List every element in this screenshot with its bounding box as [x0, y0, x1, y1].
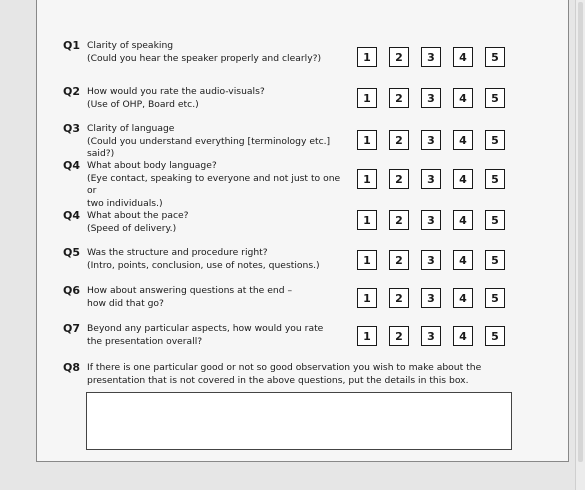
rating-box-4[interactable]: 4	[453, 326, 473, 346]
question-line: presentation that is not covered in the above questions, put the details in this box.	[87, 374, 469, 386]
question-text	[87, 160, 349, 210]
feedback-form-page	[36, 0, 569, 462]
rating-box-3[interactable]: 3	[421, 130, 441, 150]
question-number: Q8	[63, 361, 81, 374]
question-number: Q4	[63, 209, 81, 222]
rating-box-2[interactable]: 2	[389, 88, 409, 108]
question-number: Q3	[63, 122, 81, 135]
question-line: How about answering questions at the end –	[87, 285, 293, 296]
rating-box-1[interactable]: 1	[357, 288, 377, 308]
question-number: Q7	[63, 322, 81, 335]
rating-box-1[interactable]: 1	[357, 250, 377, 270]
question-line: the presentation overall?	[87, 335, 203, 347]
question-line: Clarity of language	[87, 123, 175, 134]
scrollbar-thumb[interactable]	[578, 2, 583, 462]
rating-scale	[357, 130, 505, 150]
question-line: (Could you hear the speaker properly and clearly?)	[87, 52, 322, 64]
rating-box-3[interactable]: 3	[421, 326, 441, 346]
question-line: How would you rate the audio-visuals?	[87, 86, 265, 97]
question-text	[87, 123, 349, 161]
question-number: Q2	[63, 85, 81, 98]
question-line: (Could you understand everything [terminology etc.] said?)	[87, 135, 331, 159]
question-number: Q5	[63, 246, 81, 259]
rating-box-5[interactable]: 5	[485, 130, 505, 150]
rating-box-2[interactable]: 2	[389, 130, 409, 150]
rating-box-3[interactable]: 3	[421, 88, 441, 108]
rating-box-5[interactable]: 5	[485, 47, 505, 67]
rating-box-4[interactable]: 4	[453, 47, 473, 67]
rating-box-4[interactable]: 4	[453, 250, 473, 270]
question-line: Clarity of speaking	[87, 40, 174, 51]
rating-scale	[357, 288, 505, 308]
rating-box-3[interactable]: 3	[421, 250, 441, 270]
question-text	[87, 323, 349, 348]
question-line: What about body language?	[87, 160, 217, 171]
rating-box-3[interactable]: 3	[421, 288, 441, 308]
question-number: Q6	[63, 284, 81, 297]
question-text	[87, 285, 349, 310]
rating-scale	[357, 326, 505, 346]
rating-scale	[357, 88, 505, 108]
rating-box-2[interactable]: 2	[389, 250, 409, 270]
rating-box-2[interactable]: 2	[389, 210, 409, 230]
rating-box-5[interactable]: 5	[485, 326, 505, 346]
rating-scale	[357, 210, 505, 230]
rating-box-5[interactable]: 5	[485, 169, 505, 189]
rating-box-5[interactable]: 5	[485, 210, 505, 230]
rating-box-1[interactable]: 1	[357, 210, 377, 230]
question-text	[87, 362, 527, 387]
rating-box-4[interactable]: 4	[453, 210, 473, 230]
rating-box-3[interactable]: 3	[421, 47, 441, 67]
rating-box-1[interactable]: 1	[357, 47, 377, 67]
vertical-scrollbar[interactable]	[575, 0, 585, 490]
question-line: (Speed of delivery.)	[87, 222, 177, 234]
question-line: If there is one particular good or not so good observation you wish to make about the	[87, 362, 482, 373]
question-text	[87, 40, 349, 65]
rating-box-1[interactable]: 1	[357, 130, 377, 150]
question-line: how did that go?	[87, 297, 164, 309]
rating-box-5[interactable]: 5	[485, 288, 505, 308]
question-line: two individuals.)	[87, 197, 163, 209]
rating-box-2[interactable]: 2	[389, 288, 409, 308]
question-text	[87, 247, 349, 272]
rating-box-4[interactable]: 4	[453, 288, 473, 308]
rating-box-5[interactable]: 5	[485, 88, 505, 108]
rating-box-2[interactable]: 2	[389, 169, 409, 189]
rating-box-1[interactable]: 1	[357, 88, 377, 108]
question-number: Q4	[63, 159, 81, 172]
rating-scale	[357, 169, 505, 189]
question-line: What about the pace?	[87, 210, 189, 221]
rating-box-2[interactable]: 2	[389, 47, 409, 67]
rating-box-2[interactable]: 2	[389, 326, 409, 346]
question-line: Was the structure and procedure right?	[87, 247, 268, 258]
question-line: (Use of OHP, Board etc.)	[87, 98, 199, 110]
rating-box-1[interactable]: 1	[357, 169, 377, 189]
rating-box-4[interactable]: 4	[453, 130, 473, 150]
question-text	[87, 86, 349, 111]
question-text	[87, 210, 349, 235]
question-line: Beyond any particular aspects, how would you rate	[87, 323, 324, 334]
rating-box-4[interactable]: 4	[453, 88, 473, 108]
rating-box-3[interactable]: 3	[421, 210, 441, 230]
details-text-box[interactable]	[86, 392, 512, 450]
question-line: (Intro, points, conclusion, use of notes, questions.)	[87, 259, 320, 271]
rating-box-5[interactable]: 5	[485, 250, 505, 270]
question-line: (Eye contact, speaking to everyone and not just to one or	[87, 172, 341, 196]
question-number: Q1	[63, 39, 81, 52]
rating-scale	[357, 47, 505, 67]
rating-box-1[interactable]: 1	[357, 326, 377, 346]
rating-box-4[interactable]: 4	[453, 169, 473, 189]
rating-box-3[interactable]: 3	[421, 169, 441, 189]
rating-scale	[357, 250, 505, 270]
